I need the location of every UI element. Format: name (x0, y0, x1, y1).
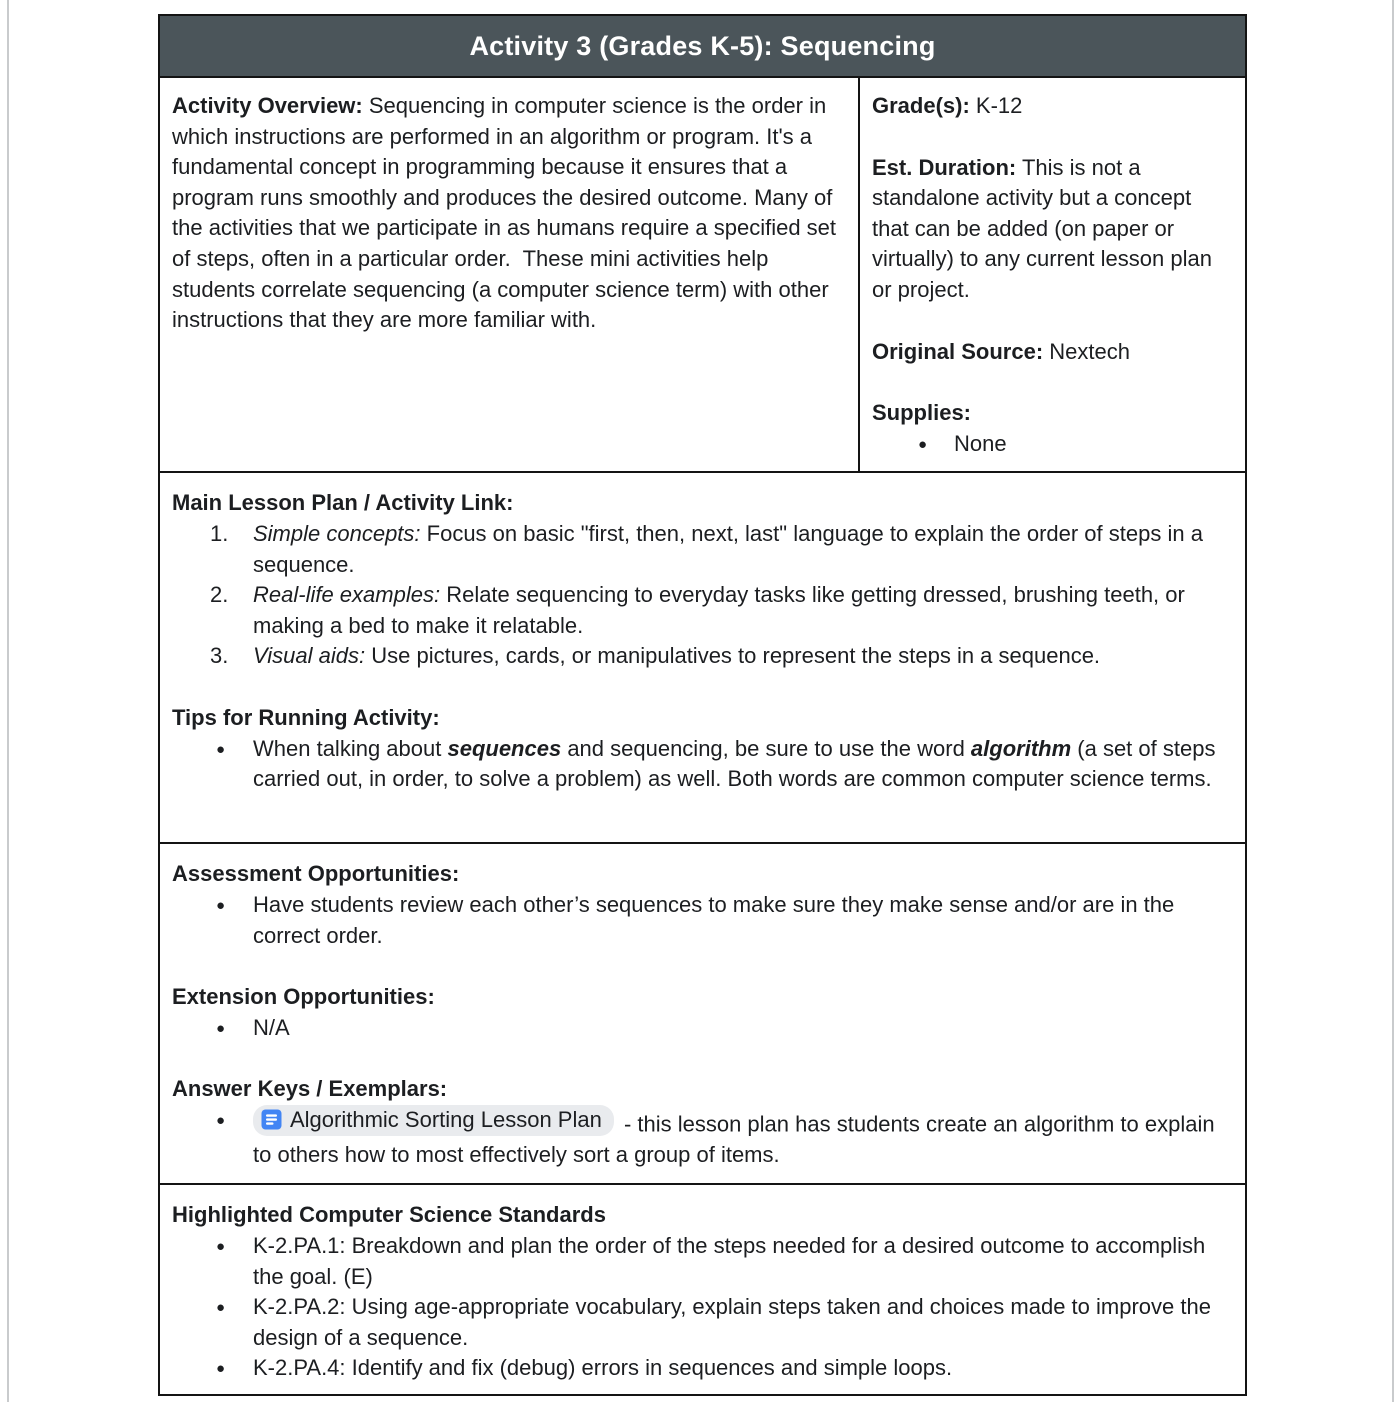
item-lead: Simple concepts: (253, 520, 421, 546)
tips-text-post: (a set of steps carried out, in order, to solve a problem) as well. Both words are common computer science terms. (253, 735, 1222, 792)
activity-overview-text: Sequencing in computer science is the order in which instructions are performed in an algorithm or program. It's a fundamental concept in programming because it ensures that a program runs smoothly and produces the desired outcome. Many of the activities that we participate in as humans require a specified set of steps, often in a particular order. These mini activities help students correlate sequencing (a computer science term) with other instructions that they are more familiar with. (172, 93, 843, 333)
list-item (172, 580, 1229, 641)
answer-keys-text: - this lesson plan has students create an algorithm to explain to others how to most effectively sort a group of items. (253, 1111, 1221, 1167)
supplies-row (872, 398, 1231, 429)
grades-value: K-12 (969, 93, 1023, 118)
list-item (172, 1105, 1229, 1171)
standard-text: K-2.PA.4: Identify and fix (debug) errors in sequences and simple loops. (253, 1355, 953, 1381)
main-lesson-section (160, 473, 1245, 844)
tips-term-sequences: sequences (447, 735, 562, 761)
google-doc-icon (260, 1108, 283, 1131)
main-lesson-list (172, 519, 1229, 672)
activity-title-bar (160, 16, 1245, 78)
main-lesson-heading: Main Lesson Plan / Activity Link: (172, 490, 514, 516)
list-item (872, 429, 1231, 460)
duration-value: This is not a standalone activity but a concept that can be added (on paper or virtually) to any current lesson plan or project. (872, 154, 1219, 302)
tips-term-algorithm: algorithm (970, 735, 1072, 761)
list-item (172, 1013, 1229, 1044)
tips-list (172, 734, 1229, 795)
activity-overview-label: Activity Overview: (172, 93, 363, 118)
assessment-section (160, 844, 1245, 1185)
standards-section (160, 1185, 1245, 1394)
list-item (172, 1231, 1229, 1292)
supplies-label: Supplies: (872, 400, 972, 426)
lesson-plan-table (158, 14, 1247, 1396)
activity-overview-cell (160, 78, 860, 471)
supplies-item-text: None (954, 430, 1007, 456)
standard-text: K-2.PA.2: Using age-appropriate vocabulary, explain steps taken and choices made to improve the design of a sequence. (253, 1294, 1211, 1350)
extension-item-text: N/A (253, 1014, 290, 1040)
item-lead: Visual aids: (253, 643, 366, 669)
grades-row (872, 91, 1231, 122)
answer-keys-list (172, 1105, 1229, 1171)
standards-list (172, 1231, 1229, 1384)
list-item (172, 734, 1229, 795)
tips-text-mid: and sequencing, be sure to use the word (561, 735, 971, 761)
standards-heading: Highlighted Computer Science Standards (172, 1202, 606, 1228)
activity-details-cell (860, 78, 1245, 471)
tips-heading: Tips for Running Activity: (172, 704, 440, 730)
item-text: Use pictures, cards, or manipulatives to represent the steps in a sequence. (365, 643, 1101, 669)
source-value: Nextech (1043, 338, 1130, 364)
overview-details-row (160, 78, 1245, 473)
list-item (172, 1292, 1229, 1353)
source-label: Original Source: (872, 338, 1044, 364)
assessment-item-text: Have students review each other’s sequences to make sure they make sense and/or are in the correct order. (253, 891, 1175, 948)
answer-keys-heading: Answer Keys / Exemplars: (172, 1076, 448, 1102)
duration-label: Est. Duration: (872, 154, 1017, 180)
page-title: Activity 3 (Grades K-5): Sequencing (469, 30, 936, 61)
standard-text: K-2.PA.1: Breakdown and plan the order of the steps needed for a desired outcome to accomplish the goal. (E) (253, 1232, 1206, 1289)
extension-heading: Extension Opportunities: (172, 984, 435, 1010)
list-item (172, 1353, 1229, 1384)
assessment-heading: Assessment Opportunities: (172, 861, 460, 887)
list-item (172, 890, 1229, 951)
assessment-list (172, 890, 1229, 951)
item-lead: Real-life examples: (253, 582, 441, 608)
activity-overview-paragraph (172, 91, 843, 336)
item-text: Focus on basic "first, then, next, last" language to explain the order of steps in a sequence. (253, 520, 1210, 577)
list-item (172, 519, 1229, 580)
duration-row (872, 153, 1231, 306)
list-item (172, 641, 1229, 672)
tips-text-pre: When talking about (253, 735, 448, 761)
algorithmic-sorting-lesson-plan-link[interactable] (253, 1105, 614, 1136)
source-row (872, 337, 1231, 368)
supplies-list (872, 429, 1231, 460)
item-text: Relate sequencing to everyday tasks like getting dressed, brushing teeth, or making a bed to make it relatable. (253, 582, 1191, 638)
link-label: ● Algorithmic Sorting Lesson Plan (290, 1106, 602, 1132)
extension-list (172, 1013, 1229, 1044)
grades-label: Grade(s): (872, 93, 970, 118)
